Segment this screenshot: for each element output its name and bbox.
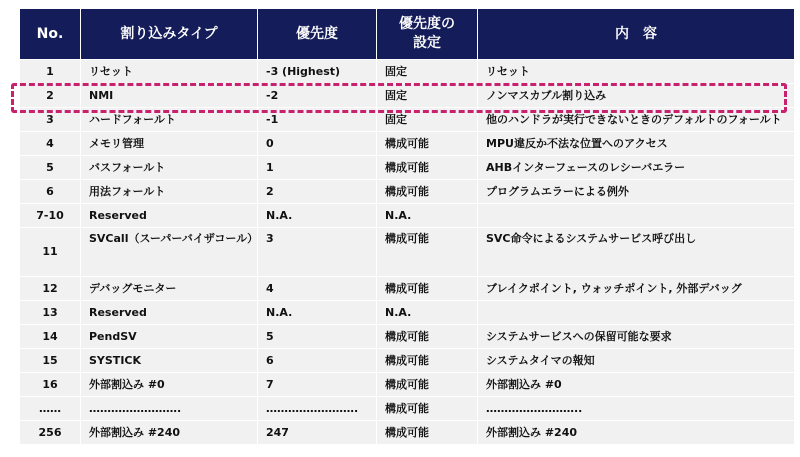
table-row xyxy=(20,277,794,300)
cell-no: 256 xyxy=(20,421,80,444)
cell-setting: 固定 xyxy=(377,60,477,83)
highlight-box xyxy=(11,83,787,113)
cell-no: 11 xyxy=(20,228,80,276)
cell-setting: 構成可能 xyxy=(377,349,477,372)
cell-type: Reserved xyxy=(81,204,257,227)
cell-setting: 構成可能 xyxy=(377,397,477,420)
cell-content: 外部割込み #0 xyxy=(478,373,794,396)
cell-priority: N.A. xyxy=(258,204,376,227)
cell-setting: 固定 xyxy=(377,84,477,107)
cell-priority: 247 xyxy=(258,421,376,444)
header-type: 割り込みタイプ xyxy=(81,9,257,59)
table-body xyxy=(20,60,794,444)
cell-priority: -3 (Highest) xyxy=(258,60,376,83)
cell-setting: N.A. xyxy=(377,301,477,324)
cell-setting: 構成可能 xyxy=(377,421,477,444)
cell-priority: 0 xyxy=(258,132,376,155)
header-no: No. xyxy=(20,9,80,59)
cell-content: プログラムエラーによる例外 xyxy=(478,180,794,203)
cell-content: システムサービスへの保留可能な要求 xyxy=(478,325,794,348)
cell-setting: 構成可能 xyxy=(377,373,477,396)
cell-content xyxy=(478,301,794,324)
cell-no: 4 xyxy=(20,132,80,155)
cell-no: 5 xyxy=(20,156,80,179)
cell-priority: 1 xyxy=(258,156,376,179)
cell-priority: 5 xyxy=(258,325,376,348)
cell-type: メモリ管理 xyxy=(81,132,257,155)
cell-no: 7-10 xyxy=(20,204,80,227)
cell-priority: 2 xyxy=(258,180,376,203)
cell-priority: 3 xyxy=(258,228,376,276)
cell-type: Reserved xyxy=(81,301,257,324)
cell-no: 2 xyxy=(20,84,80,107)
table-row xyxy=(20,60,794,83)
cell-type: ……………………. xyxy=(81,397,257,420)
cell-type: 用法フォールト xyxy=(81,180,257,203)
cell-setting: 構成可能 xyxy=(377,156,477,179)
cell-content: SVC命令によるシステムサービス呼び出し xyxy=(478,228,794,276)
cell-content: ノンマスカブル割り込み xyxy=(478,84,794,107)
cell-content xyxy=(478,204,794,227)
header-setting: 優先度の 設定 xyxy=(377,9,477,59)
table-row xyxy=(20,373,794,396)
cell-no: 14 xyxy=(20,325,80,348)
cell-setting: 構成可能 xyxy=(377,132,477,155)
cell-priority: N.A. xyxy=(258,301,376,324)
cell-type: PendSV xyxy=(81,325,257,348)
table-row xyxy=(20,204,794,227)
cell-no: 13 xyxy=(20,301,80,324)
cell-type: SYSTICK xyxy=(81,349,257,372)
cell-content: ブレイクポイント, ウォッチポイント, 外部デバッグ xyxy=(478,277,794,300)
cell-priority: -2 xyxy=(258,84,376,107)
table-row xyxy=(20,156,794,179)
cell-no: 12 xyxy=(20,277,80,300)
cell-no: …… xyxy=(20,397,80,420)
table-row xyxy=(20,349,794,372)
cell-no: 6 xyxy=(20,180,80,203)
header-row xyxy=(20,9,794,59)
cell-type: 外部割込み #240 xyxy=(81,421,257,444)
header-priority: 優先度 xyxy=(258,9,376,59)
interrupt-table xyxy=(19,8,795,445)
cell-content: 外部割込み #240 xyxy=(478,421,794,444)
cell-type: NMI xyxy=(81,84,257,107)
cell-type: リセット xyxy=(81,60,257,83)
cell-no: 3 xyxy=(20,108,80,131)
cell-no: 1 xyxy=(20,60,80,83)
cell-type: バスフォールト xyxy=(81,156,257,179)
cell-setting: N.A. xyxy=(377,204,477,227)
cell-priority: ……………………. xyxy=(258,397,376,420)
table-row xyxy=(20,397,794,420)
table-row xyxy=(20,228,794,276)
cell-content: システムタイマの報知 xyxy=(478,349,794,372)
table-row xyxy=(20,301,794,324)
cell-no: 16 xyxy=(20,373,80,396)
table-row xyxy=(20,180,794,203)
cell-setting: 固定 xyxy=(377,108,477,131)
cell-content: MPU違反か不法な位置へのアクセス xyxy=(478,132,794,155)
cell-priority: 7 xyxy=(258,373,376,396)
header-content: 内 容 xyxy=(478,9,794,59)
cell-type: ハードフォールト xyxy=(81,108,257,131)
cell-priority: 4 xyxy=(258,277,376,300)
cell-no: 15 xyxy=(20,349,80,372)
table-row xyxy=(20,421,794,444)
cell-content: AHBインターフェースのレシーバエラー xyxy=(478,156,794,179)
cell-content: …………………….. xyxy=(478,397,794,420)
cell-type: 外部割込み #0 xyxy=(81,373,257,396)
cell-setting: 構成可能 xyxy=(377,228,477,276)
cell-setting: 構成可能 xyxy=(377,325,477,348)
table-row xyxy=(20,325,794,348)
cell-type: デバッグモニター xyxy=(81,277,257,300)
cell-content: リセット xyxy=(478,60,794,83)
table-row xyxy=(20,132,794,155)
cell-setting: 構成可能 xyxy=(377,180,477,203)
cell-setting: 構成可能 xyxy=(377,277,477,300)
cell-type: SVCall（スーパーバイザコール） xyxy=(81,228,257,276)
cell-priority: -1 xyxy=(258,108,376,131)
cell-priority: 6 xyxy=(258,349,376,372)
cell-content: 他のハンドラが実行できないときのデフォルトのフォールト xyxy=(478,108,794,131)
